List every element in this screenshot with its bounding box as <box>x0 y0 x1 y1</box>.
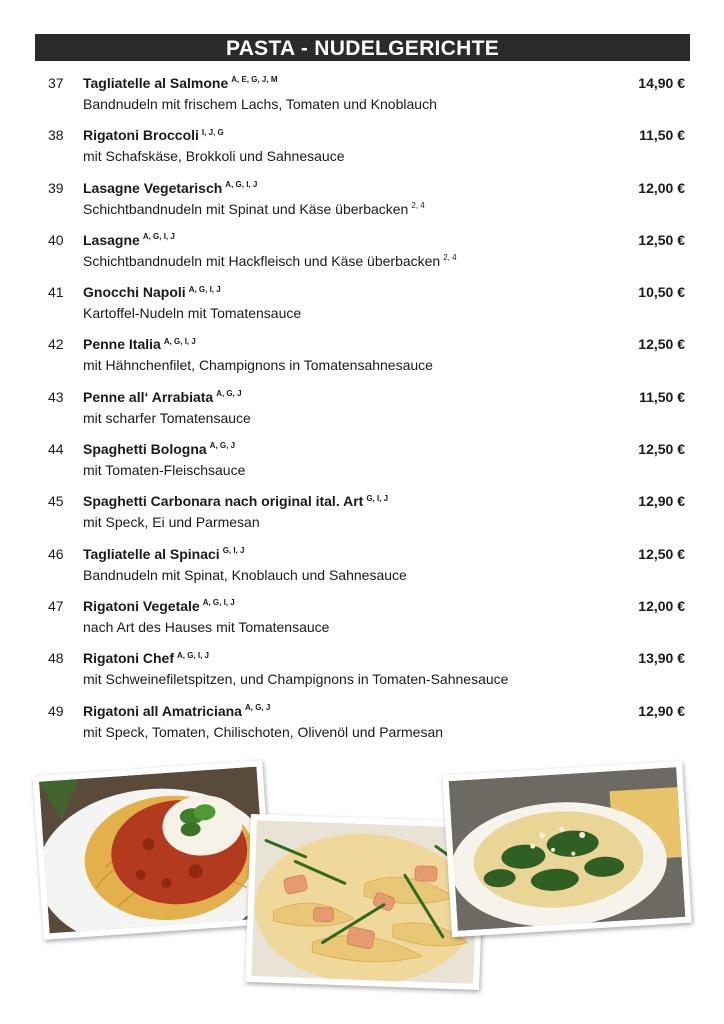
item-name <box>83 127 224 143</box>
item-number: 49 <box>48 702 64 719</box>
item-number: 37 <box>48 75 64 91</box>
item-number: 47 <box>48 597 64 614</box>
item-allergens: G, I, J <box>222 546 245 556</box>
menu-list <box>0 72 724 752</box>
item-description <box>83 619 329 635</box>
item-price: 12,50 € <box>638 336 685 353</box>
item-additive-note: 2, 4 <box>411 200 425 210</box>
item-allergens: A, G, I, J <box>142 232 175 242</box>
item-name <box>83 284 221 300</box>
item-allergens: A, G, I, J <box>225 179 258 189</box>
item-description <box>83 96 437 112</box>
item-price: 12,50 € <box>638 545 685 562</box>
item-allergens: A, E, G, J, M <box>231 75 278 85</box>
item-number: 46 <box>48 545 64 562</box>
photo-spaghetti-bolognese <box>33 760 274 940</box>
item-number: 48 <box>48 650 64 667</box>
item-price: 10,50 € <box>638 284 685 301</box>
item-description-text: mit scharfer Tomatensauce <box>83 409 251 426</box>
item-price: 11,50 € <box>639 388 685 405</box>
item-price: 12,50 € <box>638 231 685 248</box>
item-name <box>83 389 242 405</box>
item-name <box>83 180 257 196</box>
menu-item <box>0 595 724 647</box>
item-name-text: Spaghetti Carbonara nach original ital. Art <box>83 493 364 510</box>
item-name <box>83 650 209 666</box>
item-name-text: Lasagne Vegetarisch <box>83 179 223 196</box>
item-allergens: A, G, J <box>244 702 271 712</box>
item-name-text: Rigatoni all Amatriciana <box>83 702 242 719</box>
item-name-text: Rigatoni Broccoli <box>83 127 199 144</box>
item-name <box>83 75 277 91</box>
item-description <box>83 410 251 426</box>
item-number: 40 <box>48 231 64 248</box>
item-price: 14,90 € <box>638 75 685 91</box>
item-name <box>83 546 244 562</box>
item-description <box>83 148 344 164</box>
menu-item <box>0 386 724 438</box>
item-description <box>83 462 245 478</box>
item-name <box>83 703 270 719</box>
menu-item <box>0 72 724 124</box>
item-number: 41 <box>48 284 64 301</box>
menu-item <box>0 177 724 229</box>
item-description <box>83 357 433 373</box>
item-price: 12,90 € <box>638 702 685 719</box>
item-number: 43 <box>48 388 64 405</box>
item-allergens: A, G, J <box>216 389 242 399</box>
item-description-text: Kartoffel-Nudeln mit Tomatensauce <box>83 305 302 322</box>
item-name <box>83 336 196 352</box>
item-description-text: Bandnudeln mit Spinat, Knoblauch und Sahnesauce <box>83 566 407 583</box>
menu-item <box>0 229 724 281</box>
item-price: 13,90 € <box>638 650 685 667</box>
item-allergens: A, G, I, J <box>163 336 196 346</box>
item-price: 12,90 € <box>638 493 685 510</box>
item-name <box>83 232 175 248</box>
item-allergens: A, G, I, J <box>202 598 235 608</box>
item-name-text: Spaghetti Bologna <box>83 441 207 458</box>
item-price: 12,00 € <box>638 179 685 196</box>
menu-item <box>0 333 724 385</box>
item-description <box>83 514 260 530</box>
photo-tagliatelle-spinaci <box>442 761 691 937</box>
item-name-text: Lasagne <box>83 231 140 248</box>
item-description <box>83 201 425 217</box>
item-name <box>83 598 235 614</box>
item-description <box>83 253 457 269</box>
item-description-text: mit Hähnchenfilet, Champignons in Tomatensahnesauce <box>83 357 433 374</box>
item-allergens: A, G, J <box>209 441 236 451</box>
item-price: 11,50 € <box>639 127 685 144</box>
item-number: 38 <box>48 127 64 144</box>
item-name-text: Penne all‘ Arrabiata <box>83 388 214 405</box>
item-number: 42 <box>48 336 64 353</box>
item-name <box>83 441 235 457</box>
item-number: 44 <box>48 441 64 458</box>
menu-item <box>0 647 724 699</box>
item-number: 45 <box>48 493 64 510</box>
item-name-text: Gnocchi Napoli <box>83 284 186 301</box>
item-name-text: Rigatoni Vegetale <box>83 597 200 614</box>
item-description-text: Schichtbandnudeln mit Spinat und Käse überbacken <box>83 200 409 217</box>
menu-item <box>0 543 724 595</box>
item-allergens: G, I, J <box>366 493 389 503</box>
menu-item <box>0 124 724 176</box>
item-additive-note: 2, 4 <box>443 253 457 263</box>
item-description-text: mit Speck, Ei und Parmesan <box>83 514 260 531</box>
item-description-text: mit Schafskäse, Brokkoli und Sahnesauce <box>83 148 345 165</box>
item-price: 12,50 € <box>638 441 685 458</box>
item-description-text: mit Speck, Tomaten, Chilischoten, Olivenöl und Parmesan <box>83 723 444 740</box>
item-description <box>83 671 508 687</box>
item-number: 39 <box>48 179 64 196</box>
item-name-text: Rigatoni Chef <box>83 650 174 667</box>
item-description-text: mit Tomaten-Fleischsauce <box>83 462 246 479</box>
item-description <box>83 724 443 740</box>
item-name-text: Penne Italia <box>83 336 161 353</box>
item-allergens: A, G, I, J <box>188 284 221 294</box>
item-description-text: Bandnudeln mit frischem Lachs, Tomaten und Knoblauch <box>83 96 437 112</box>
item-allergens: A, G, I, J <box>177 650 210 660</box>
item-allergens: I, J, G <box>201 127 224 137</box>
item-description-text: Schichtbandnudeln mit Hackfleisch und Käse überbacken <box>83 252 441 269</box>
item-description <box>83 567 407 583</box>
menu-item <box>0 490 724 542</box>
menu-item <box>0 700 724 752</box>
item-name <box>83 493 388 509</box>
item-description-text: nach Art des Hauses mit Tomatensauce <box>83 618 330 635</box>
item-description <box>83 305 301 321</box>
menu-item <box>0 281 724 333</box>
menu-item <box>0 438 724 490</box>
item-description-text: mit Schweinefiletspitzen, und Champignons in Tomaten-Sahnesauce <box>83 671 509 688</box>
item-name-text: Tagliatelle al Spinaci <box>83 545 220 562</box>
item-price: 12,00 € <box>638 597 685 614</box>
menu-section-title: PASTA - NUDELGERICHTE <box>35 34 690 61</box>
item-name-text: Tagliatelle al Salmone <box>83 75 229 91</box>
